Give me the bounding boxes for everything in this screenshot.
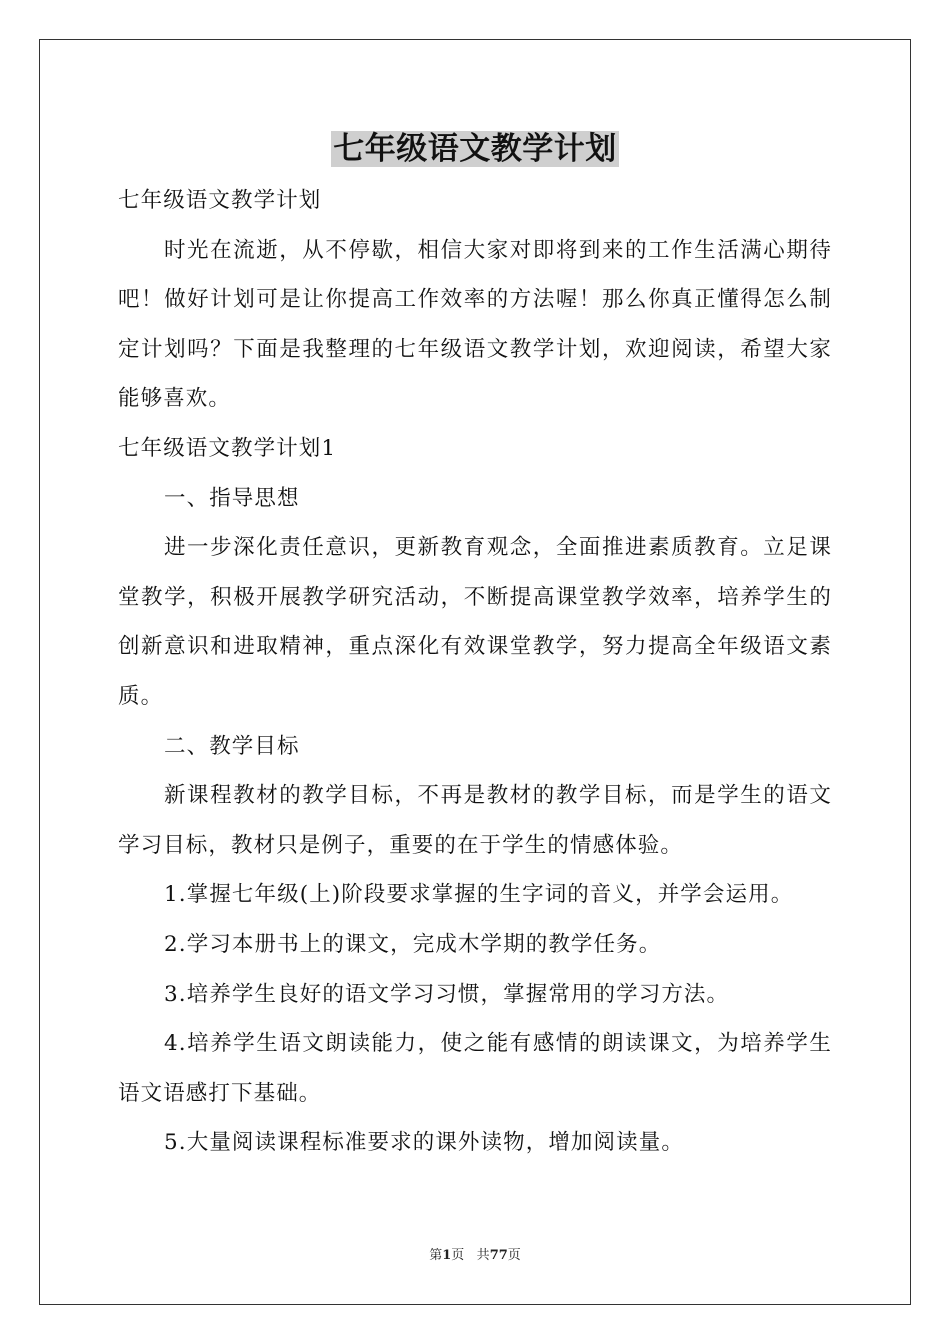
footer-total-pages: 77: [489, 1248, 508, 1263]
goal-item-2: 2.学习本册书上的课文，完成木学期的教学任务。: [164, 931, 662, 957]
footer-total-suffix: 页: [507, 1248, 521, 1263]
footer-page-suffix: 页: [451, 1248, 465, 1263]
section-heading-plan-1: 七年级语文教学计划1: [118, 435, 337, 461]
goal-item-3: 3.培养学生良好的语文学习习惯，掌握常用的学习方法。: [164, 981, 730, 1007]
paragraph-guiding-ideology: 进一步深化责任意识，更新教育观念，全面推进素质教育。立足课堂教学，积极开展教学研究活动，不断提高课堂教学效率，培养学生的创新意识和进取精神，重点深化有效课堂教学，努力提高全年级语文素质。: [118, 535, 832, 709]
section-heading-teaching-goals: 二、教学目标: [164, 733, 300, 759]
footer-page-prefix: 第: [429, 1248, 443, 1263]
document-title-text: 七年级语文教学计划: [333, 131, 617, 167]
paragraph-teaching-goals: 新课程教材的教学目标，不再是教材的教学目标，而是学生的语文学习目标，教材只是例子，重要的在于学生的情感体验。: [118, 783, 832, 858]
document-title: [0, 126, 950, 172]
paragraph-subtitle: 七年级语文教学计划: [118, 188, 322, 213]
goal-item-5: 5.大量阅读课程标准要求的课外读物，增加阅读量。: [164, 1130, 684, 1156]
paragraph-intro: 时光在流逝，从不停歇，相信大家对即将到来的工作生活满心期待吧！做好计划可是让你提高工作效率的方法喔！那么你真正懂得怎么制定计划吗？下面是我整理的七年级语文教学计划，欢迎阅读，希望大家能够喜欢。: [118, 237, 832, 412]
page-footer: [0, 1247, 950, 1265]
goal-item-4: 4.培养学生语文朗读能力，使之能有感情的朗读课文，为培养学生语文语感打下基础。: [118, 1031, 832, 1106]
section-heading-guiding-ideology: 一、指导思想: [164, 485, 300, 511]
goal-item-1: 1.掌握七年级(上)阶段要求掌握的生字词的音义，并学会运用。: [164, 882, 794, 908]
footer-total-prefix: 共: [476, 1248, 490, 1263]
document-body: [118, 176, 832, 1168]
footer-page-number: 1: [442, 1248, 452, 1263]
